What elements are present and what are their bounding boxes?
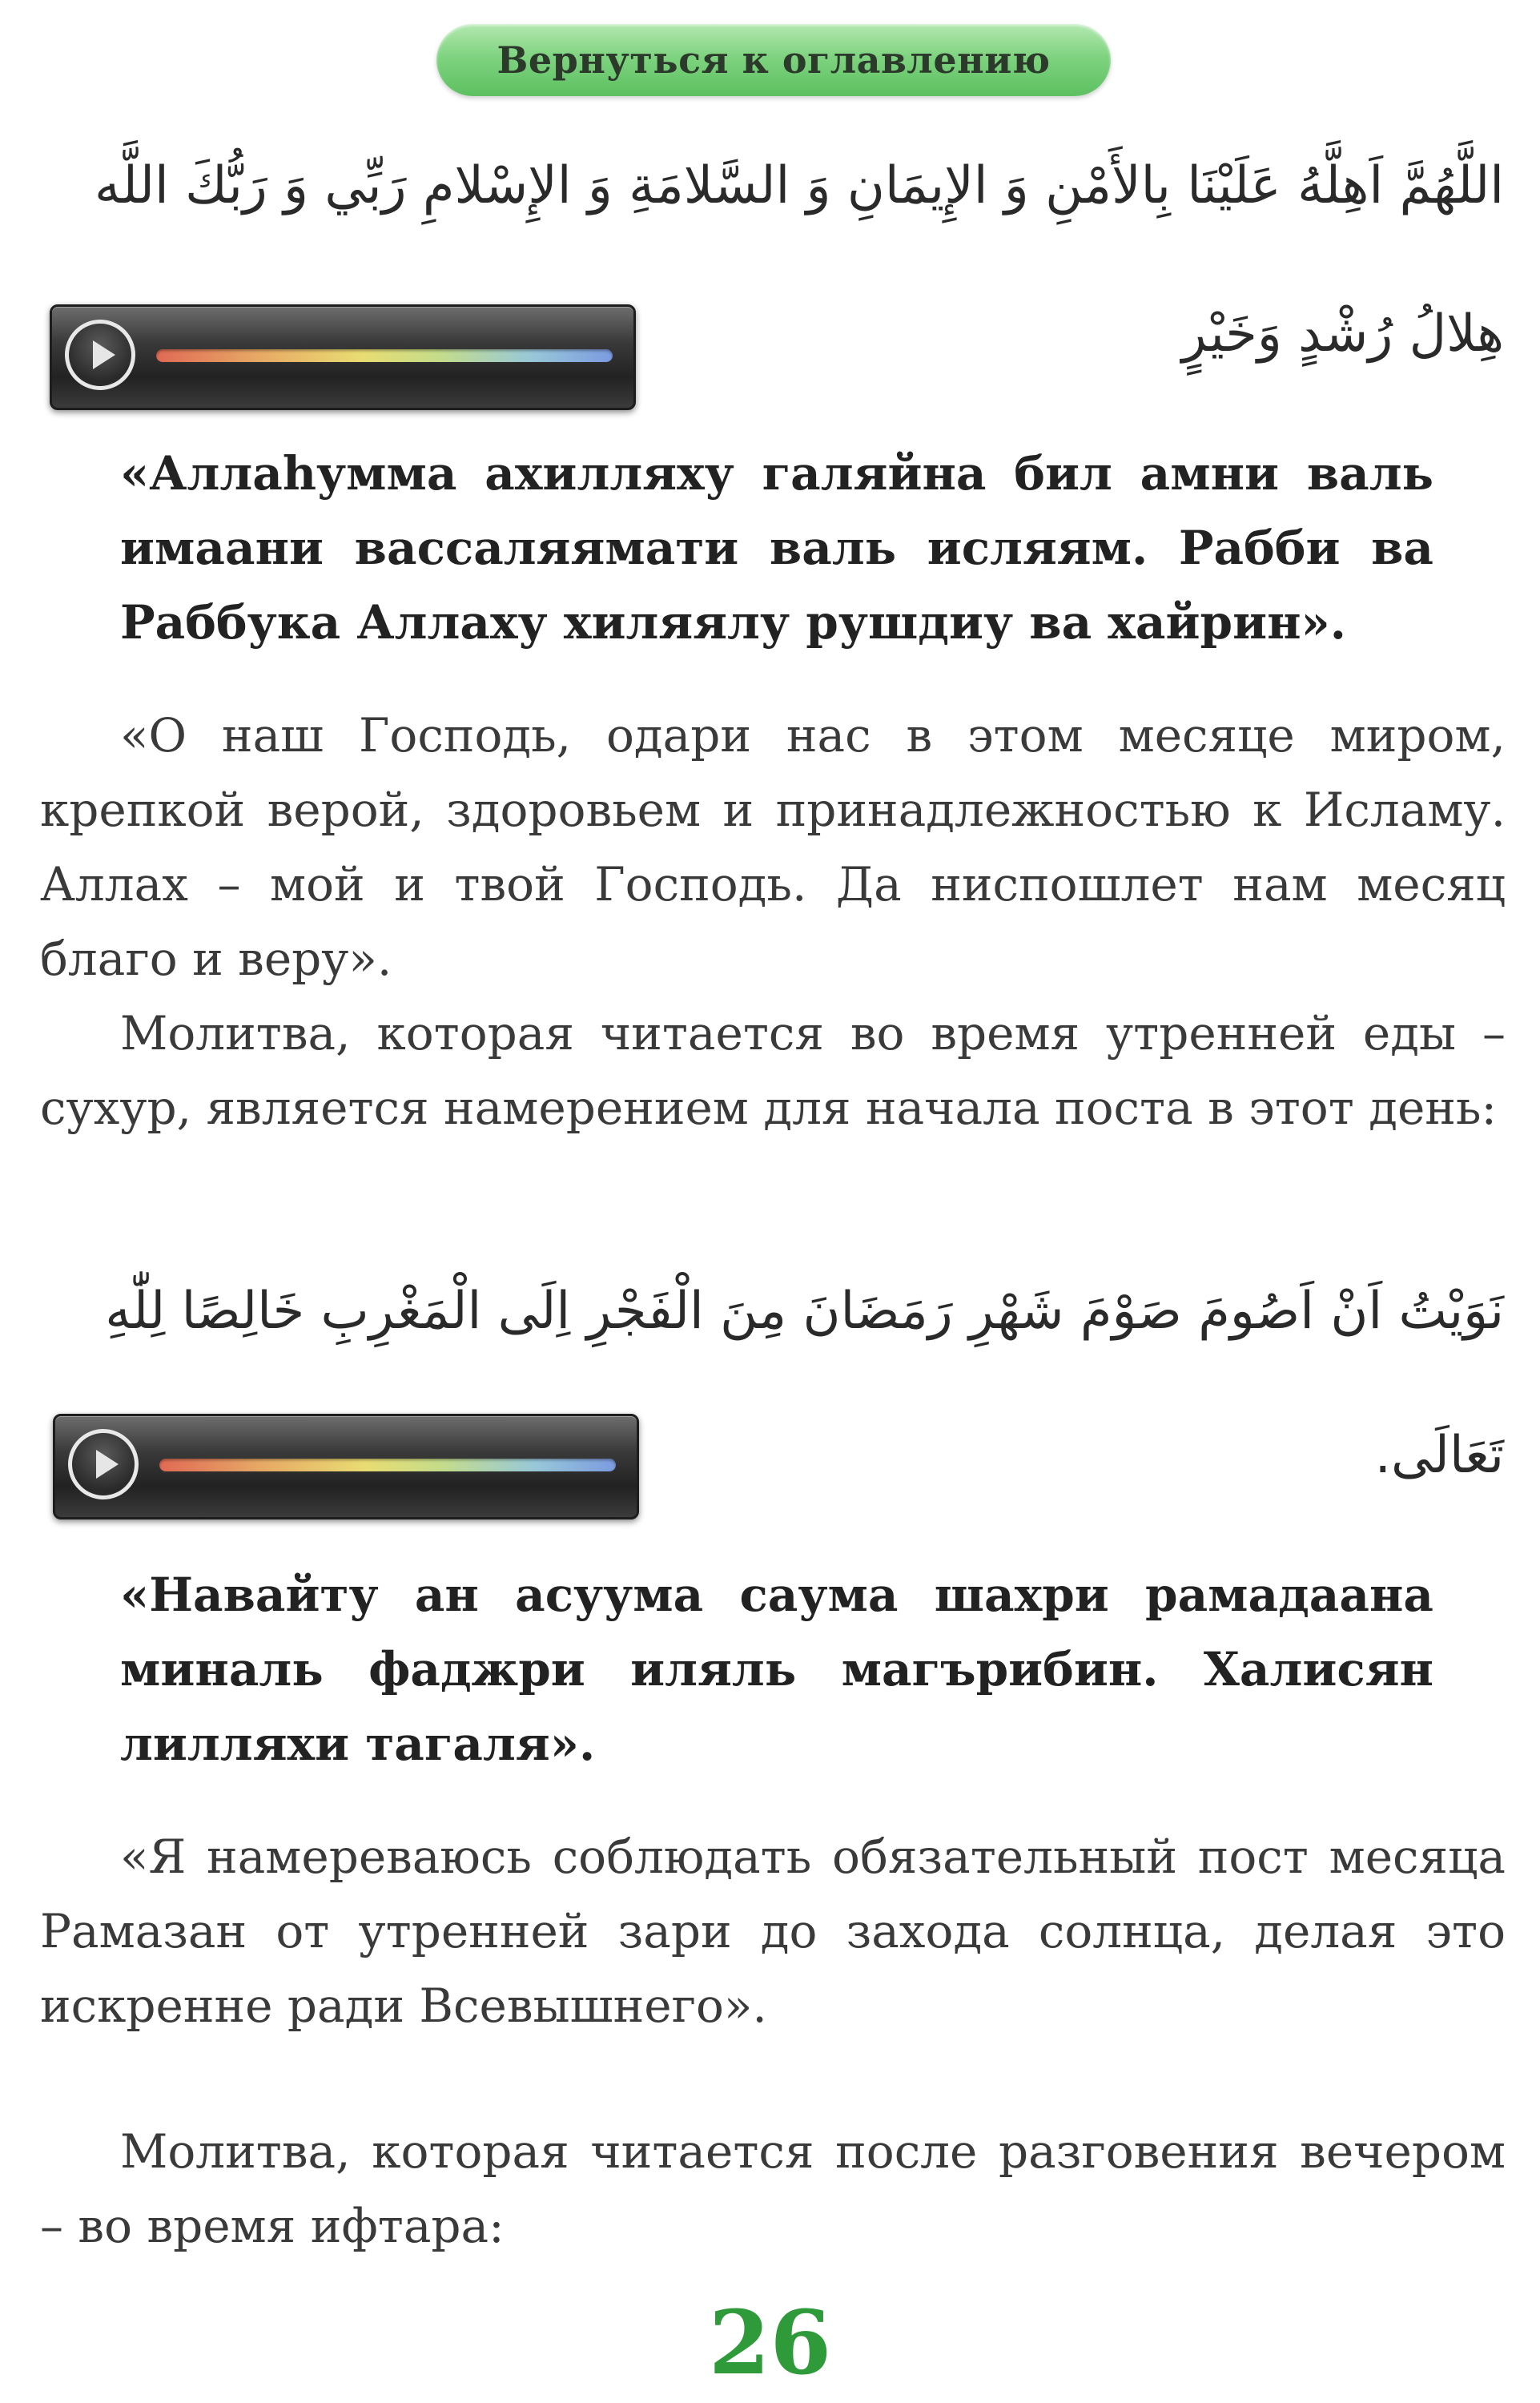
suhur-intro-paragraph xyxy=(40,996,1506,1145)
dua-1-arabic-line-2: هِلالُ رُشْدٍ وَخَيْرٍ xyxy=(1181,304,1504,364)
back-to-contents-label: Вернуться к оглавлению xyxy=(497,38,1051,82)
dua-1-arabic-line-1: اللَّهُمَّ اَهِلَّهُ عَلَيْنَا بِالأَمْنِ وَ الإِيمَانِ وَ السَّلامَةِ وَ الإِسْلامِ رَبِّي وَ رَبُّكَ اللَّه xyxy=(94,156,1504,215)
iftar-intro-paragraph xyxy=(40,2115,1506,2264)
audio-progress-bar[interactable] xyxy=(156,349,613,362)
audio-player-dua-2 xyxy=(53,1414,639,1519)
play-icon[interactable] xyxy=(65,320,135,390)
dua-2-meaning xyxy=(40,1820,1506,2043)
dua-1-meaning-text: «О наш Господь, одари нас в этом месяце миром, крепкой верой, здоровьем и принадлежностью к Исламу. Аллах – мой и твой Господь. Да ниспошлет нам месяц благо и веру». xyxy=(40,708,1506,986)
dua-2-arabic-line-1: نَوَيْتُ اَنْ اَصُومَ صَوْمَ شَهْرِ رَمَضَانَ مِنَ الْفَجْرِ اِلَى الْمَغْرِبِ خَالِصًا لِلّٰهِ xyxy=(105,1282,1504,1341)
dua-2-arabic-line-2: تَعَالَى. xyxy=(1374,1426,1504,1485)
suhur-intro-text: Молитва, которая читается во время утренней еды – сухур, является намерением для начала поста в этот день: xyxy=(40,1006,1506,1135)
dua-2-transliteration: «Навайту ан асуума саума шахри рамадаана миналь фаджри иляль магърибин. Халисян лилляхи тагаля». xyxy=(120,1568,1433,1771)
dua-1-meaning xyxy=(40,698,1506,996)
back-to-contents-button[interactable] xyxy=(436,24,1111,96)
dua-1-transliteration: «Аллаhумма ахилляху галяйна бил амни валь имаани вассаляямати валь исляям. Рабби ва Раббука Аллаху хиляялу рушдиу ва хайрин». xyxy=(120,446,1433,650)
audio-player-dua-1 xyxy=(50,304,636,410)
iftar-intro-text: Молитва, которая читается после разговения вечером – во время ифтара: xyxy=(40,2124,1506,2253)
page-number: 26 xyxy=(708,2291,832,2394)
play-icon[interactable] xyxy=(68,1429,139,1499)
audio-progress-bar[interactable] xyxy=(159,1459,616,1471)
dua-2-meaning-text: «Я намереваюсь соблюдать обязательный пост месяца Рамазан от утренней зари до захода солнца, делая это искренне ради Всевышнего». xyxy=(40,1829,1506,2033)
